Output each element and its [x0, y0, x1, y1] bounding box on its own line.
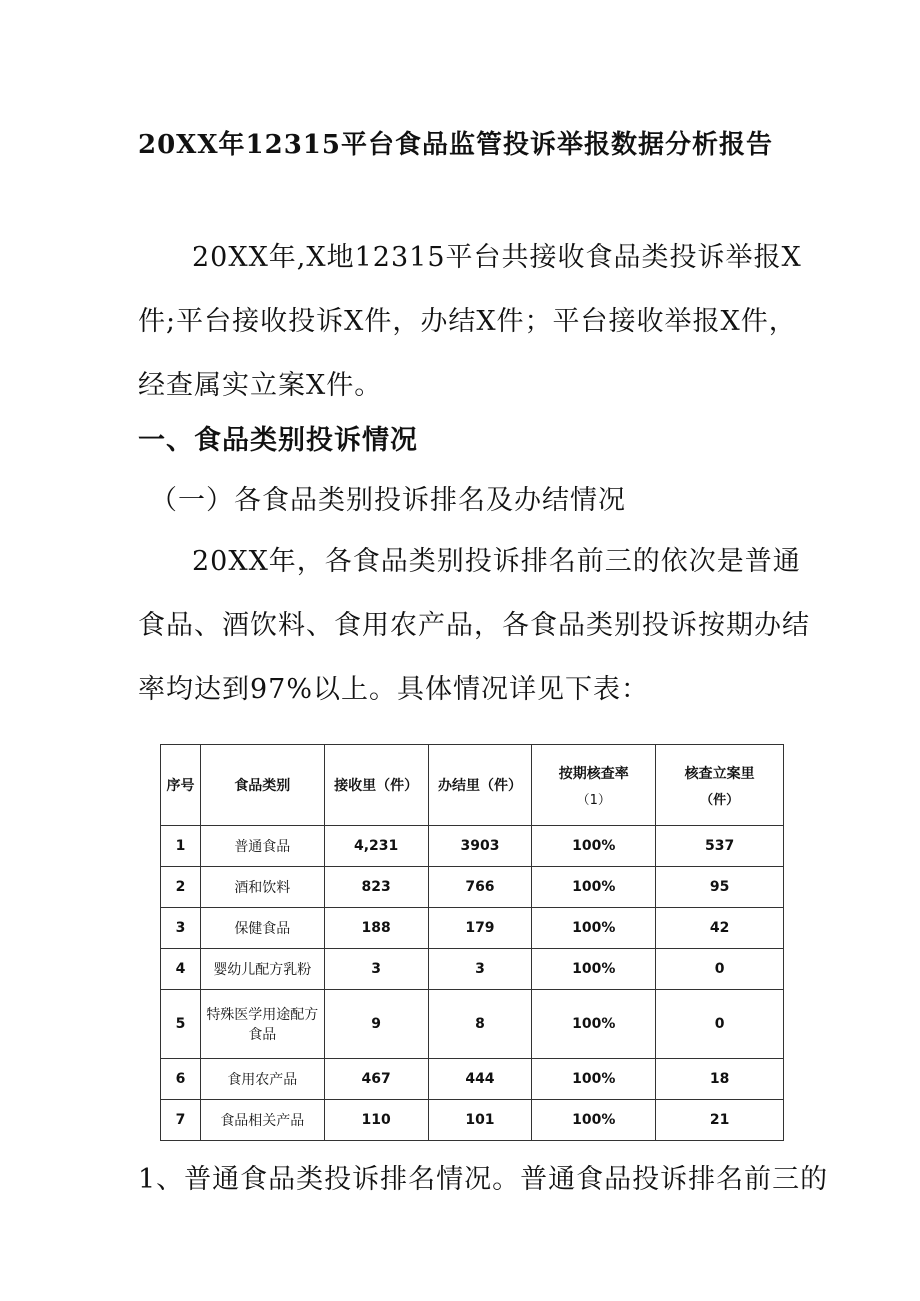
- header-rate-note: （1）: [576, 792, 611, 808]
- cell-index: 7: [161, 1100, 201, 1141]
- cell-received: 110: [324, 1100, 428, 1141]
- cell-rate: 100%: [532, 1059, 656, 1100]
- cell-cases: 21: [656, 1100, 784, 1141]
- cell-category: 特殊医学用途配方食品: [200, 990, 324, 1059]
- cell-category: 食用农产品: [200, 1059, 324, 1100]
- cell-index: 6: [161, 1059, 201, 1100]
- header-category: 食品类别: [200, 745, 324, 826]
- cell-cases: 18: [656, 1059, 784, 1100]
- header-received: 接收里（件）: [324, 745, 428, 826]
- cell-completed: 8: [428, 990, 532, 1059]
- cell-category: 食品相关产品: [200, 1100, 324, 1141]
- cell-received: 3: [324, 949, 428, 990]
- cell-cases: 42: [656, 908, 784, 949]
- header-rate: [532, 745, 656, 826]
- cell-cases: 0: [656, 949, 784, 990]
- cell-completed: 179: [428, 908, 532, 949]
- header-cases: [656, 745, 784, 826]
- cell-received: 823: [324, 867, 428, 908]
- cell-completed: 766: [428, 867, 532, 908]
- cell-cases: 95: [656, 867, 784, 908]
- cell-index: 2: [161, 867, 201, 908]
- cell-rate: 100%: [532, 990, 656, 1059]
- cell-category: 婴幼儿配方乳粉: [200, 949, 324, 990]
- cell-completed: 444: [428, 1059, 532, 1100]
- cell-completed: 101: [428, 1100, 532, 1141]
- cell-rate: 100%: [532, 867, 656, 908]
- table-row: [161, 867, 784, 908]
- cell-index: 5: [161, 990, 201, 1059]
- table-row: [161, 1100, 784, 1141]
- table-row: [161, 908, 784, 949]
- report-title: 20XX年12315平台食品监管投诉举报数据分析报告: [138, 130, 773, 160]
- section-heading: 一、食品类别投诉情况: [138, 425, 418, 456]
- header-completed: 办结里（件）: [428, 745, 532, 826]
- header-index: 序号: [161, 745, 201, 826]
- cell-cases: 0: [656, 990, 784, 1059]
- cell-rate: 100%: [532, 949, 656, 990]
- table-row: [161, 1059, 784, 1100]
- cell-received: 467: [324, 1059, 428, 1100]
- cell-completed: 3903: [428, 826, 532, 867]
- table-header-row: [161, 745, 784, 826]
- cell-received: 9: [324, 990, 428, 1059]
- subsection-heading: （一）各食品类别投诉排名及办结情况: [150, 485, 626, 516]
- cell-index: 4: [161, 949, 201, 990]
- cell-category: 普通食品: [200, 826, 324, 867]
- header-rate-label: 按期核查率: [558, 765, 629, 782]
- header-cases-label: 核查立案里: [684, 765, 755, 782]
- cell-category: 保健食品: [200, 908, 324, 949]
- table-row: [161, 949, 784, 990]
- cell-category: 酒和饮料: [200, 867, 324, 908]
- cell-rate: 100%: [532, 1100, 656, 1141]
- cell-index: 1: [161, 826, 201, 867]
- cell-completed: 3: [428, 949, 532, 990]
- cell-cases: 537: [656, 826, 784, 867]
- cell-received: 188: [324, 908, 428, 949]
- cell-rate: 100%: [532, 826, 656, 867]
- complaint-table: [160, 744, 784, 1141]
- table-row: [161, 826, 784, 867]
- table-row: [161, 990, 784, 1059]
- closing-paragraph: 1、普通食品类投诉排名情况。普通食品投诉排名前三的: [138, 1164, 829, 1195]
- cell-rate: 100%: [532, 908, 656, 949]
- cell-received: 4,231: [324, 826, 428, 867]
- subsection-paragraph: 20XX年，各食品类别投诉排名前三的依次是普通食品、酒饮料、食用农产品，各食品类别投诉按期办结率均达到97%以上。具体情况详见下表：: [138, 546, 810, 705]
- header-cases-unit: （件）: [700, 792, 740, 808]
- intro-paragraph: 20XX年,X地12315平台共接收食品类投诉举报X件;平台接收投诉X件，办结X件；平台接收举报X件，经查属实立案X件。: [138, 242, 802, 401]
- cell-index: 3: [161, 908, 201, 949]
